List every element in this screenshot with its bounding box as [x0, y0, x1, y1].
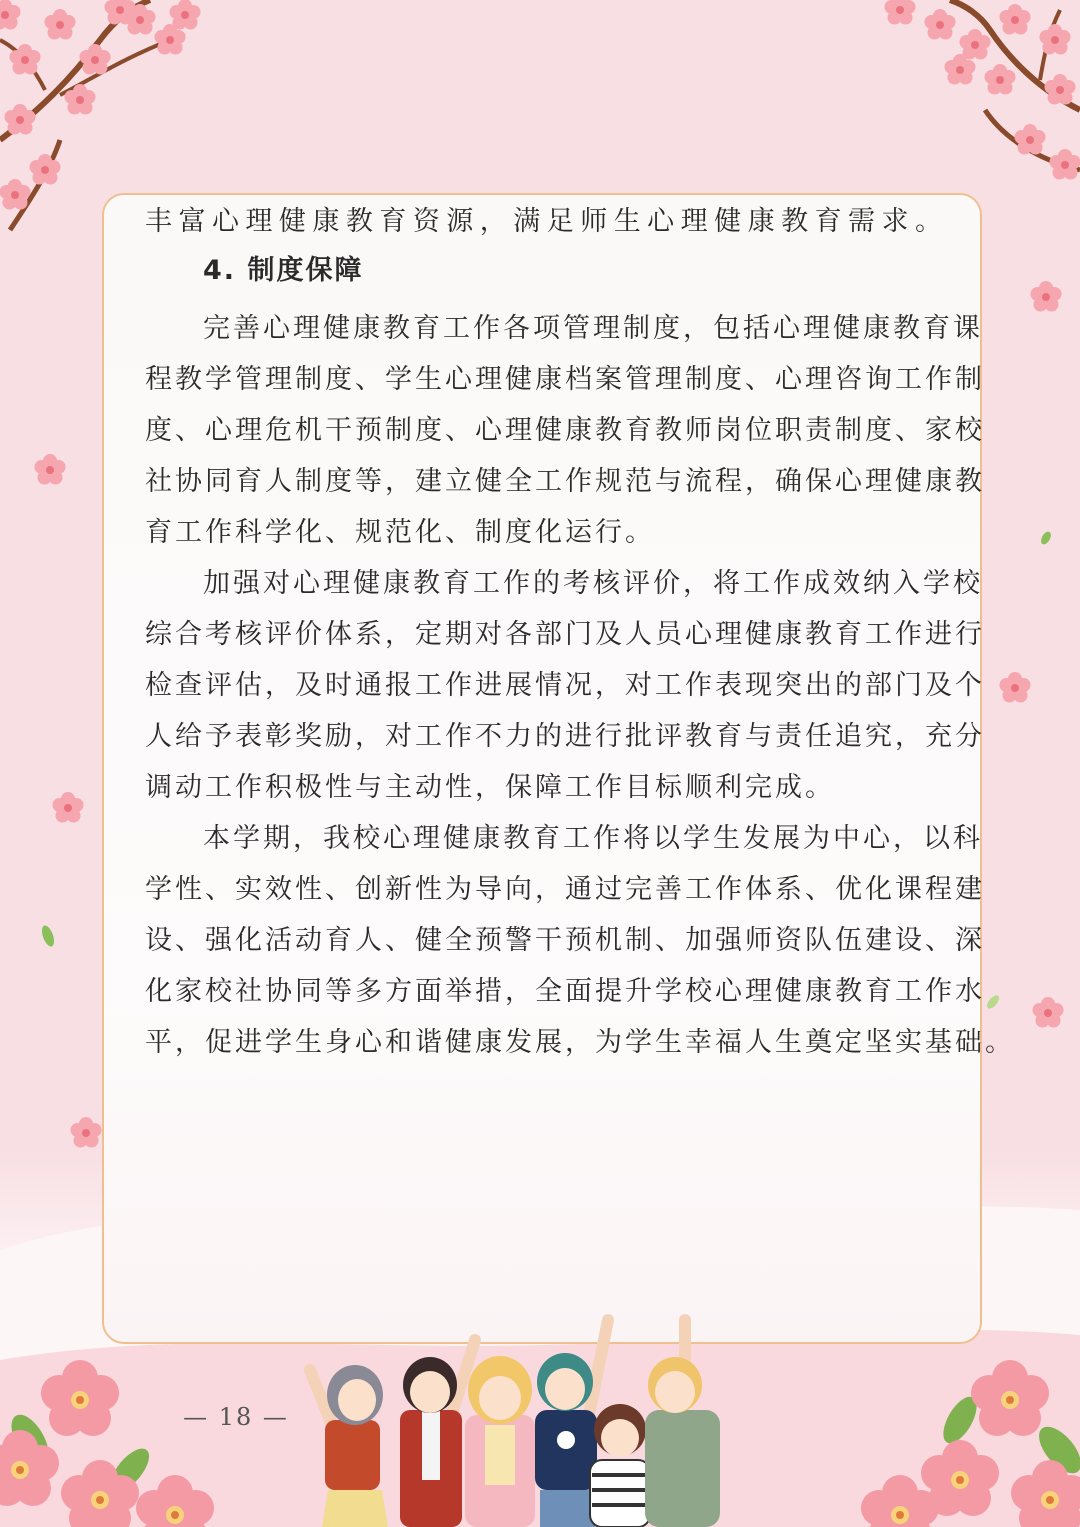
student-figure-5	[590, 1404, 650, 1527]
body-line: 完善心理健康教育工作各项管理制度，包括心理健康教育课	[203, 313, 983, 344]
student-figure-1	[310, 1365, 388, 1527]
page-number: — 18 —	[183, 1403, 289, 1431]
body-line: 育工作科学化、规范化、制度化运行。	[145, 517, 655, 548]
body-line: 社协同育人制度等，建立健全工作规范与流程，确保心理健康教	[145, 466, 985, 497]
cartoon-students-illustration	[290, 1290, 750, 1527]
body-line: 设、强化活动育人、健全预警干预机制、加强师资队伍建设、深	[145, 925, 985, 956]
student-figure-3	[465, 1356, 535, 1527]
body-line: 学性、实效性、创新性为导向，通过完善工作体系、优化课程建	[145, 874, 985, 905]
body-line: 人给予表彰奖励，对工作不力的进行批评教育与责任追究，充分	[145, 721, 985, 752]
body-line: 度、心理危机干预制度、心理健康教育教师岗位职责制度、家校	[145, 415, 985, 446]
body-line: 丰富心理健康教育资源，满足师生心理健康教育需求。	[145, 206, 945, 237]
body-line: 化家校社协同等多方面举措，全面提升学校心理健康教育工作水	[145, 976, 985, 1007]
section-heading: 4. 制度保障	[203, 255, 364, 286]
body-line: 综合考核评价体系，定期对各部门及人员心理健康教育工作进行	[145, 619, 985, 650]
document-body	[145, 196, 1015, 1068]
body-line: 检查评估，及时通报工作进展情况，对工作表现突出的部门及个	[145, 670, 985, 701]
body-line: 调动工作积极性与主动性，保障工作目标顺利完成。	[145, 772, 835, 803]
body-line: 加强对心理健康教育工作的考核评价，将工作成效纳入学校	[203, 568, 983, 599]
top-right-branch-icon	[885, 0, 1080, 180]
body-line: 本学期，我校心理健康教育工作将以学生发展为中心，以科	[203, 823, 983, 854]
student-figure-2	[400, 1340, 475, 1527]
body-line: 平，促进学生身心和谐健康发展，为学生幸福人生奠定坚实基础。	[145, 1027, 1015, 1058]
student-figure-6	[645, 1320, 720, 1527]
body-line: 程教学管理制度、学生心理健康档案管理制度、心理咨询工作制	[145, 364, 985, 395]
